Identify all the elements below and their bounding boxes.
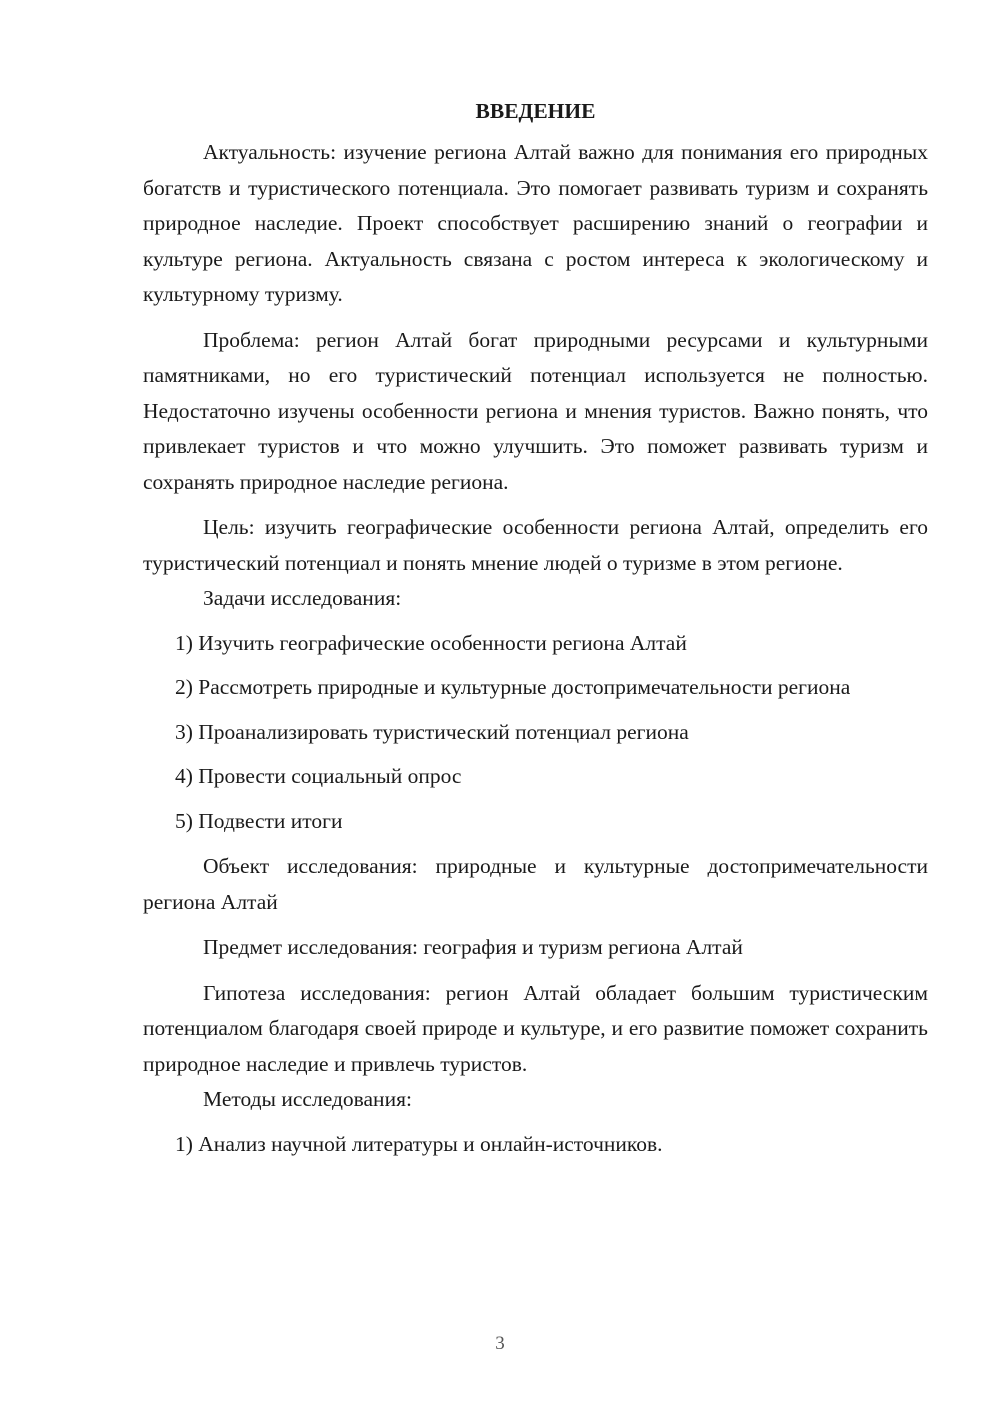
tasks-heading: Задачи исследования: (203, 586, 402, 610)
goal-paragraph: Цель: изучить географические особенности региона Алтай, определить его туристический потенциал и понять мнение людей о туризме в этом регионе. (143, 515, 928, 575)
task-item: 1) Изучить географические особенности региона Алтай (175, 630, 687, 655)
object-paragraph: Объект исследования: природные и культурные достопримечательности региона Алтай (143, 854, 928, 914)
relevance-paragraph: Актуальность: изучение региона Алтай важно для понимания его природных богатств и туристического потенциала. Это помогает развивать туризм и сохранять природное наследие. Проект способствует расширению знаний о географии и культуре региона. Актуальность связана с ростом интереса к экологическому и культурному туризму. (143, 140, 928, 306)
hypothesis-paragraph: Гипотеза исследования: регион Алтай обладает большим туристическим потенциалом благодаря своей природе и культуре, и его развитие поможет сохранить природное наследие и привлечь туристов. (143, 980, 928, 1076)
task-item: 4) Провести социальный опрос (175, 764, 462, 788)
subject-paragraph: Предмет исследования: география и туризм региона Алтай (203, 935, 743, 959)
task-item: 3) Проанализировать туристический потенциал региона (175, 719, 689, 744)
method-item: 1) Анализ научной литературы и онлайн-источников. (175, 1131, 663, 1156)
document-page (143, 96, 928, 1162)
methods-heading: Методы исследования: (203, 1087, 412, 1111)
problem-paragraph: Проблема: регион Алтай богат природными ресурсами и культурными памятниками, но его туристический потенциал используется не полностью. Недостаточно изучены особенности региона и мнения туристов. Важно понять, что привлекает туристов и что можно улучшить. Это поможет развивать туризм и сохранять природное наследие региона. (143, 327, 928, 494)
task-item: 5) Подвести итоги (175, 808, 343, 833)
task-item: 2) Рассмотреть природные и культурные достопримечательности региона (175, 675, 851, 699)
page-number: 3 (495, 1333, 505, 1354)
section-title: ВВЕДЕНИЕ (475, 99, 596, 123)
